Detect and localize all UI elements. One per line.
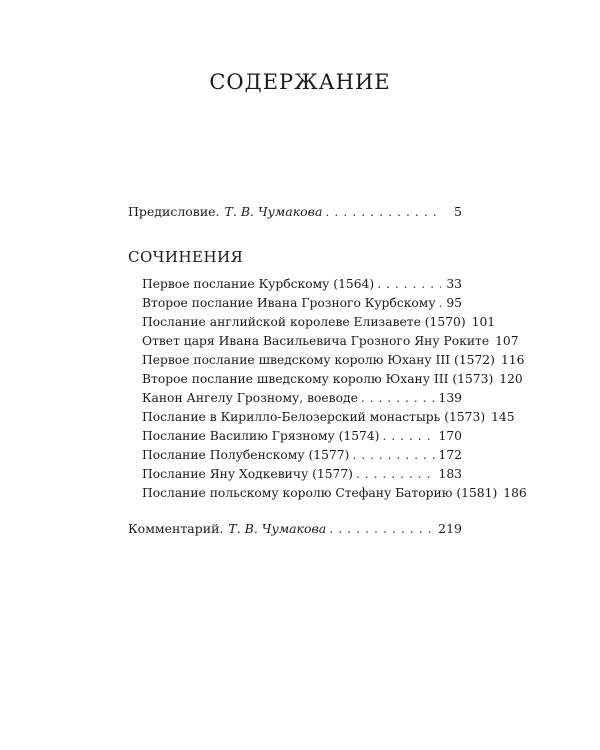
- toc-entry[interactable]: [142, 409, 515, 426]
- toc-entry-title: Послание Василию Грязному (1574): [142, 429, 380, 443]
- dot-leader: [329, 520, 435, 537]
- toc-entry-title: Предисловие.: [128, 204, 220, 219]
- toc-entry-title: Послание Полубенскому (1577): [142, 448, 350, 462]
- dot-leader: [382, 428, 435, 445]
- toc-entry[interactable]: [142, 295, 462, 312]
- toc-entry-title: Послание в Кирилло-Белозерский монастырь (1573): [142, 410, 486, 424]
- toc-entry[interactable]: [142, 314, 496, 331]
- toc-entry-title: Канон Ангелу Грозному, воеводе: [142, 391, 358, 405]
- toc-entry-commentary[interactable]: [128, 520, 462, 537]
- toc-entry-page: 219: [438, 521, 462, 536]
- toc-entry-title: Послание английской королеве Елизавете (1570): [142, 315, 466, 329]
- toc-entry[interactable]: [142, 390, 462, 407]
- toc-entry-title: Ответ царя Ивана Васильевича Грозного Яну Роките: [142, 334, 490, 348]
- dot-leader: [377, 276, 441, 293]
- toc-entry-page: 186: [503, 486, 527, 500]
- toc-entry-title: Послание польскому королю Стефану Баторию (1581): [142, 486, 498, 500]
- toc-entry[interactable]: [142, 485, 527, 502]
- toc-entry[interactable]: [142, 447, 462, 464]
- toc-entry-page: 120: [499, 372, 523, 386]
- toc-entry[interactable]: [142, 428, 462, 445]
- toc-entry-author: Т. В. Чумакова: [228, 521, 327, 536]
- toc-entry-page: 139: [438, 391, 462, 405]
- dot-leader: [439, 295, 441, 312]
- toc-entry-page: 145: [491, 410, 515, 424]
- dot-leader: [352, 447, 435, 464]
- toc-entry[interactable]: [142, 333, 519, 350]
- toc-entry[interactable]: [142, 466, 462, 483]
- toc-entry-title: Первое послание шведскому королю Юхану III (1572): [142, 353, 495, 367]
- page-title: СОДЕРЖАНИЕ: [209, 70, 391, 94]
- toc-entry[interactable]: [142, 371, 523, 388]
- dot-leader: [356, 466, 436, 483]
- toc-entry-page: 5: [454, 204, 462, 219]
- toc-entry[interactable]: [142, 276, 462, 293]
- toc-entry-page: 107: [495, 334, 519, 348]
- dot-leader: [361, 390, 436, 407]
- section-heading: СОЧИНЕНИЯ: [128, 248, 244, 266]
- toc-entry-page: 170: [438, 429, 462, 443]
- dot-leader: [325, 203, 441, 220]
- toc-entry[interactable]: [142, 352, 525, 369]
- toc-entry-title: Второе послание Ивана Грозного Курбскому: [142, 296, 436, 310]
- toc-entry-preface[interactable]: [128, 203, 462, 220]
- toc-entry-page: 183: [438, 467, 462, 481]
- toc-entry-author: Т. В. Чумакова: [224, 204, 323, 219]
- toc-entry-title: Первое послание Курбскому (1564): [142, 277, 375, 291]
- toc-entry-title: Послание Яну Ходкевичу (1577): [142, 467, 353, 481]
- toc-entry-page: 95: [446, 296, 462, 310]
- toc-entry-page: 33: [446, 277, 462, 291]
- toc-entry-title: Комментарий.: [128, 521, 224, 536]
- toc-entry-title: Второе послание шведскому королю Юхану III (1573): [142, 372, 494, 386]
- toc-entry-page: 116: [500, 353, 525, 367]
- toc-entry-page: 101: [471, 315, 496, 329]
- works-list: [142, 276, 527, 504]
- toc-entry-page: 172: [438, 448, 462, 462]
